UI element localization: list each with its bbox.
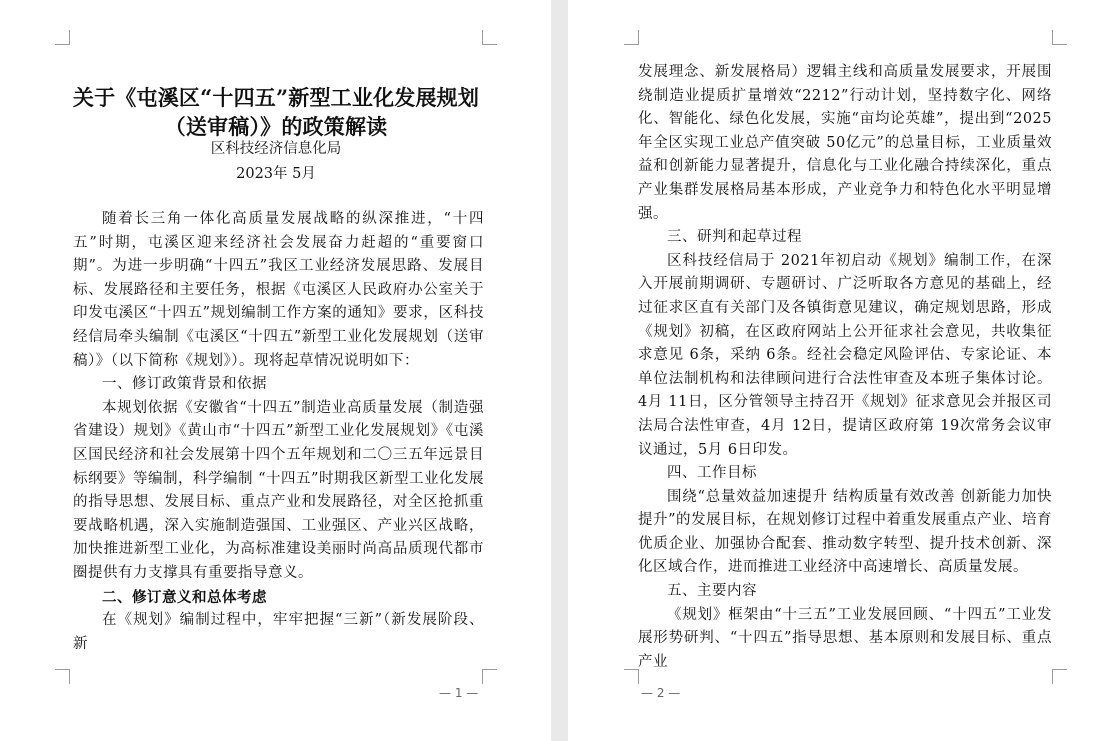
section-heading: 四、工作目标	[667, 465, 757, 482]
crop-mark	[482, 30, 497, 45]
paragraph: 本规划依据《安徽省“十四五”制造业高质量发展（制造强省建设）规划》《黄山市“十四五”新型工业化发展规划》《屯溪区国民经济和社会发展第十四个五年规划和二〇三五年远景目标纲要》等编制，科学编制 “十四五”时期我区新型工业化发展的指导思想、发展目标、重点产业和发展路径，对全区抢抓重要战略机遇，深入实施制造强国、工业强区、产业兴区战略，加快推进新型工业化，为高标准建设美丽时尚高品质现代都市圈提供有力支撑具有重要指导意义。	[73, 399, 484, 581]
title-line-2: （送审稿）》的政策解读	[164, 114, 388, 139]
paragraph-continued: 发展理念、新发展格局）逻辑主线和高质量发展要求，开展围绕制造业提质扩量增效“2212”行动计划，坚持数字化、网络化、智能化、绿色化发展，实施“亩均论英雄”，提出到“2025年全区实现工业总产值突破 50亿元”的总量目标，工业质量效益和创新能力显著提升，信息化与工业化融合持续深化，重点产业集群发展格局基本形成，产业竞争力和特色化水平明显增强。	[638, 64, 1052, 222]
crop-mark	[1052, 669, 1067, 684]
section-heading: 一、修订政策背景和依据	[102, 376, 267, 393]
document-page-1	[0, 0, 551, 741]
paragraph: 区科技经信局于 2021年初启动《规划》编制工作，在深入开展前期调研、专题研讨、广泛听取各方意见的基础上，经过征求区直有关部门及各镇街意见建议，确定规划思路，形成《规划》初稿，在区政府网站上公开征求社会意见，共收集征求意见 6条，采纳 6条。经社会稳定风险评估、专家论证、本单位法制机构和法律顾问进行合法性审查及本班子集体讨论。4月 11日，区分管领导主持召开《规划》征求意见会并报区司法局合法性审查，4月 12日，提请区政府第 19次常务会议审议通过，5月 6日印发。	[638, 252, 1052, 458]
section-heading: 五、主要内容	[667, 583, 757, 600]
crop-mark	[55, 30, 70, 45]
paragraph: 随着长三角一体化高质量发展战略的纵深推进，“十四五”时期，屯溪区迎来经济社会发展奋力赶超的“重要窗口期”。为进一步明确“十四五”我区工业经济发展思路、发展目标、发展路径和主要任务，根据《屯溪区人民政府办公室关于印发屯溪区“十四五”规划编制工作方案的通知》要求，区科技经信局牵头编制《屯溪区“十四五”新型工业化发展规划（送审稿）》（以下简称《规划》）。现将起草情况说明如下：	[73, 211, 484, 369]
page-2-body	[638, 61, 1052, 674]
crop-mark	[624, 30, 639, 45]
document-title	[64, 83, 488, 141]
section-heading: 二、修订意义和总体考虑	[102, 588, 267, 606]
paragraph: 围绕“总量效益加速提升 结构质量有效改善 创新能力加快提升”的发展目标，在规划修订过程中着重发展重点产业、培育优质企业、加强协合配套、推动数字转型、提升技术创新、深化区域合作，进而推进工业经济中高速增长、高质量发展。	[638, 488, 1052, 576]
document-date: 2023年 5月	[236, 166, 316, 182]
section-heading: 三、研判和起草过程	[667, 229, 802, 246]
issuing-organization: 区科技经济信息化局	[210, 141, 342, 157]
page-1-body	[73, 208, 484, 656]
page-number: — 2 —	[641, 686, 681, 700]
paragraph: 在《规划》编制过程中，牢牢把握“三新”（新发展阶段、新	[73, 612, 484, 652]
crop-mark	[1052, 30, 1067, 45]
page-number: — 1 —	[439, 686, 479, 700]
crop-mark	[482, 669, 497, 684]
crop-mark	[55, 669, 70, 684]
paragraph: 《规划》框架由“十三五”工业发展回顾、“十四五”工业发展形势研判、“十四五”指导思想、基本原则和发展目标、重点产业	[638, 606, 1052, 670]
crop-mark	[624, 669, 639, 684]
title-line-1: 关于《屯溪区“十四五”新型工业化发展规划	[72, 85, 480, 110]
